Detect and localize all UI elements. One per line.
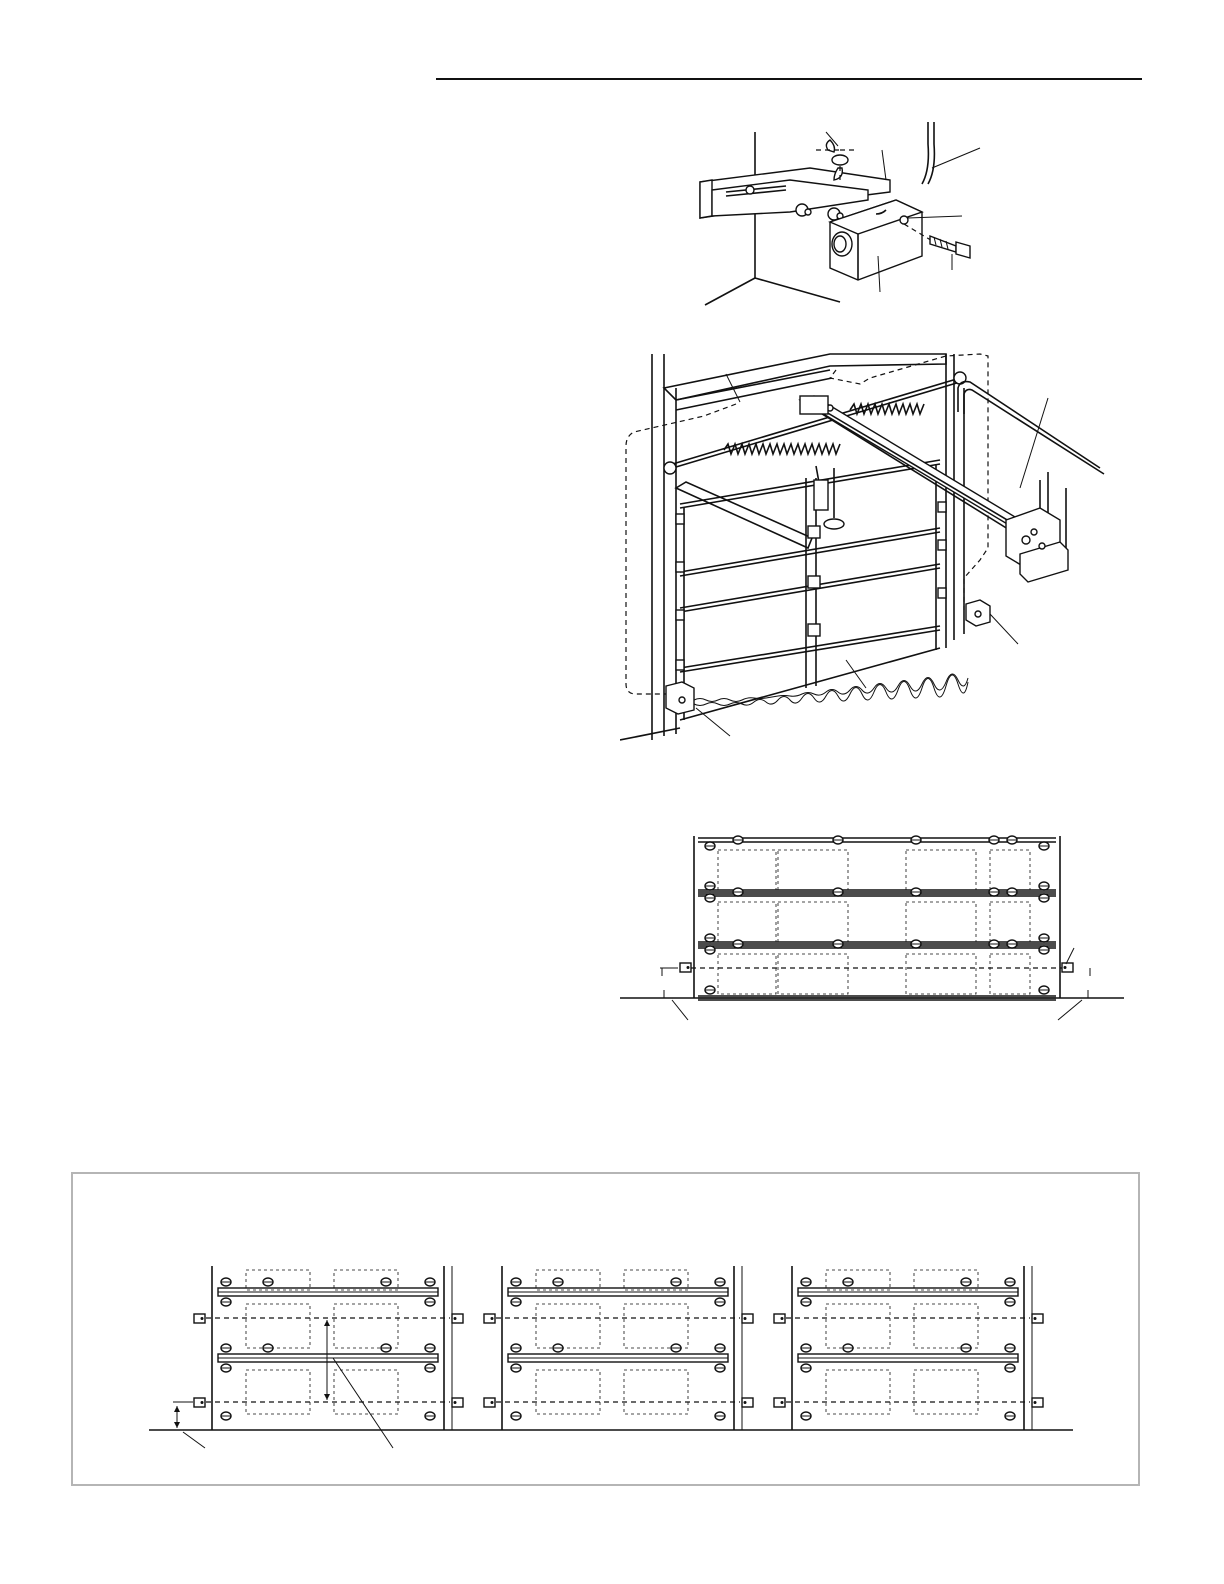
door-header <box>664 354 946 400</box>
door-variant-1 <box>173 1266 463 1448</box>
garage-door-panels <box>680 460 940 720</box>
safety-sensor-icon <box>484 1314 495 1323</box>
door-window-panel <box>536 1304 600 1348</box>
door-window-panel <box>826 1370 890 1414</box>
torsion-spring-left <box>724 444 840 454</box>
door-window-panel <box>778 902 848 942</box>
door-installation-overview-figure <box>620 348 1120 748</box>
door-variant-3 <box>774 1266 1043 1430</box>
door-hinges <box>676 502 946 670</box>
door-window-panel <box>990 954 1030 994</box>
opener-motor-unit <box>1006 508 1068 582</box>
safety-sensor-icon <box>774 1398 785 1407</box>
safety-sensor-left <box>666 682 694 714</box>
floor-edge-line <box>705 278 755 305</box>
door-window-panel <box>906 902 976 942</box>
door-window-panel <box>246 1270 310 1290</box>
callout-leader <box>183 1432 205 1448</box>
door-window-panel <box>906 954 976 994</box>
sensor-height-front-view-figure <box>612 830 1132 1030</box>
safety-sensor-icon <box>1032 1398 1043 1407</box>
floor-edge-line <box>755 278 840 302</box>
torsion-spring-right <box>850 404 924 414</box>
door-window-panel <box>246 1370 310 1414</box>
torsion-tube <box>666 378 960 466</box>
door-window-panel <box>624 1370 688 1414</box>
safety-sensor-icon <box>484 1398 495 1407</box>
safety-sensor-right <box>966 600 990 626</box>
header-bracket <box>800 396 828 414</box>
safety-sensor-icon <box>742 1314 753 1323</box>
callout-leader <box>990 614 1018 644</box>
safety-sensor-icon <box>680 963 691 972</box>
safety-sensor-icon <box>194 1398 205 1407</box>
callout-leader <box>696 708 730 736</box>
emergency-release-handle <box>824 519 844 529</box>
floor-line <box>620 728 680 740</box>
door-window-panel <box>778 850 848 890</box>
left-door-jamb <box>652 354 676 740</box>
front-view-door <box>620 836 1124 1020</box>
header-rule <box>436 78 1142 80</box>
safety-sensor-icon <box>452 1398 463 1407</box>
door-window-panel <box>246 1304 310 1348</box>
door-window-panel <box>718 902 776 942</box>
sensor-bracket-detail-figure <box>690 120 1000 320</box>
callout-leader <box>932 148 980 168</box>
callout-leader <box>1058 1000 1082 1020</box>
callout-leader <box>333 1358 393 1448</box>
door-window-panel <box>624 1304 688 1348</box>
door-window-panel <box>536 1270 600 1290</box>
safety-sensor-box <box>830 200 922 280</box>
callout-leader <box>882 150 886 180</box>
callout-leader <box>1020 398 1048 488</box>
sensor-wire <box>922 122 928 184</box>
screw-hole <box>900 216 908 224</box>
safety-sensor-icon <box>452 1314 463 1323</box>
safety-sensor-icon <box>774 1314 785 1323</box>
left-horizontal-track <box>676 482 812 548</box>
safety-sensor-icon <box>194 1314 205 1323</box>
cable-drum-left <box>664 462 676 474</box>
safety-sensor-icon <box>1062 963 1073 972</box>
door-window-panel <box>826 1270 890 1290</box>
safety-sensor-icon <box>1032 1314 1043 1323</box>
door-window-panel <box>718 954 776 994</box>
door-bracket <box>814 480 828 510</box>
door-window-panel <box>778 954 848 994</box>
callout-leader <box>1066 948 1074 964</box>
alternate-sensor-positions-box <box>71 1172 1140 1486</box>
door-window-panel <box>914 1370 978 1414</box>
safety-sensor-icon <box>742 1398 753 1407</box>
door-window-panel <box>536 1370 600 1414</box>
door-window-panel <box>990 902 1030 942</box>
sensor-wire-run-left <box>626 404 736 694</box>
door-window-panel <box>334 1304 398 1348</box>
callout-leader <box>672 1000 688 1020</box>
door-window-panel <box>906 850 976 890</box>
door-window-panel <box>990 850 1030 890</box>
door-window-panel <box>826 1304 890 1348</box>
door-variant-2 <box>484 1266 753 1430</box>
door-window-panel <box>914 1304 978 1348</box>
door-window-panel <box>718 850 776 890</box>
